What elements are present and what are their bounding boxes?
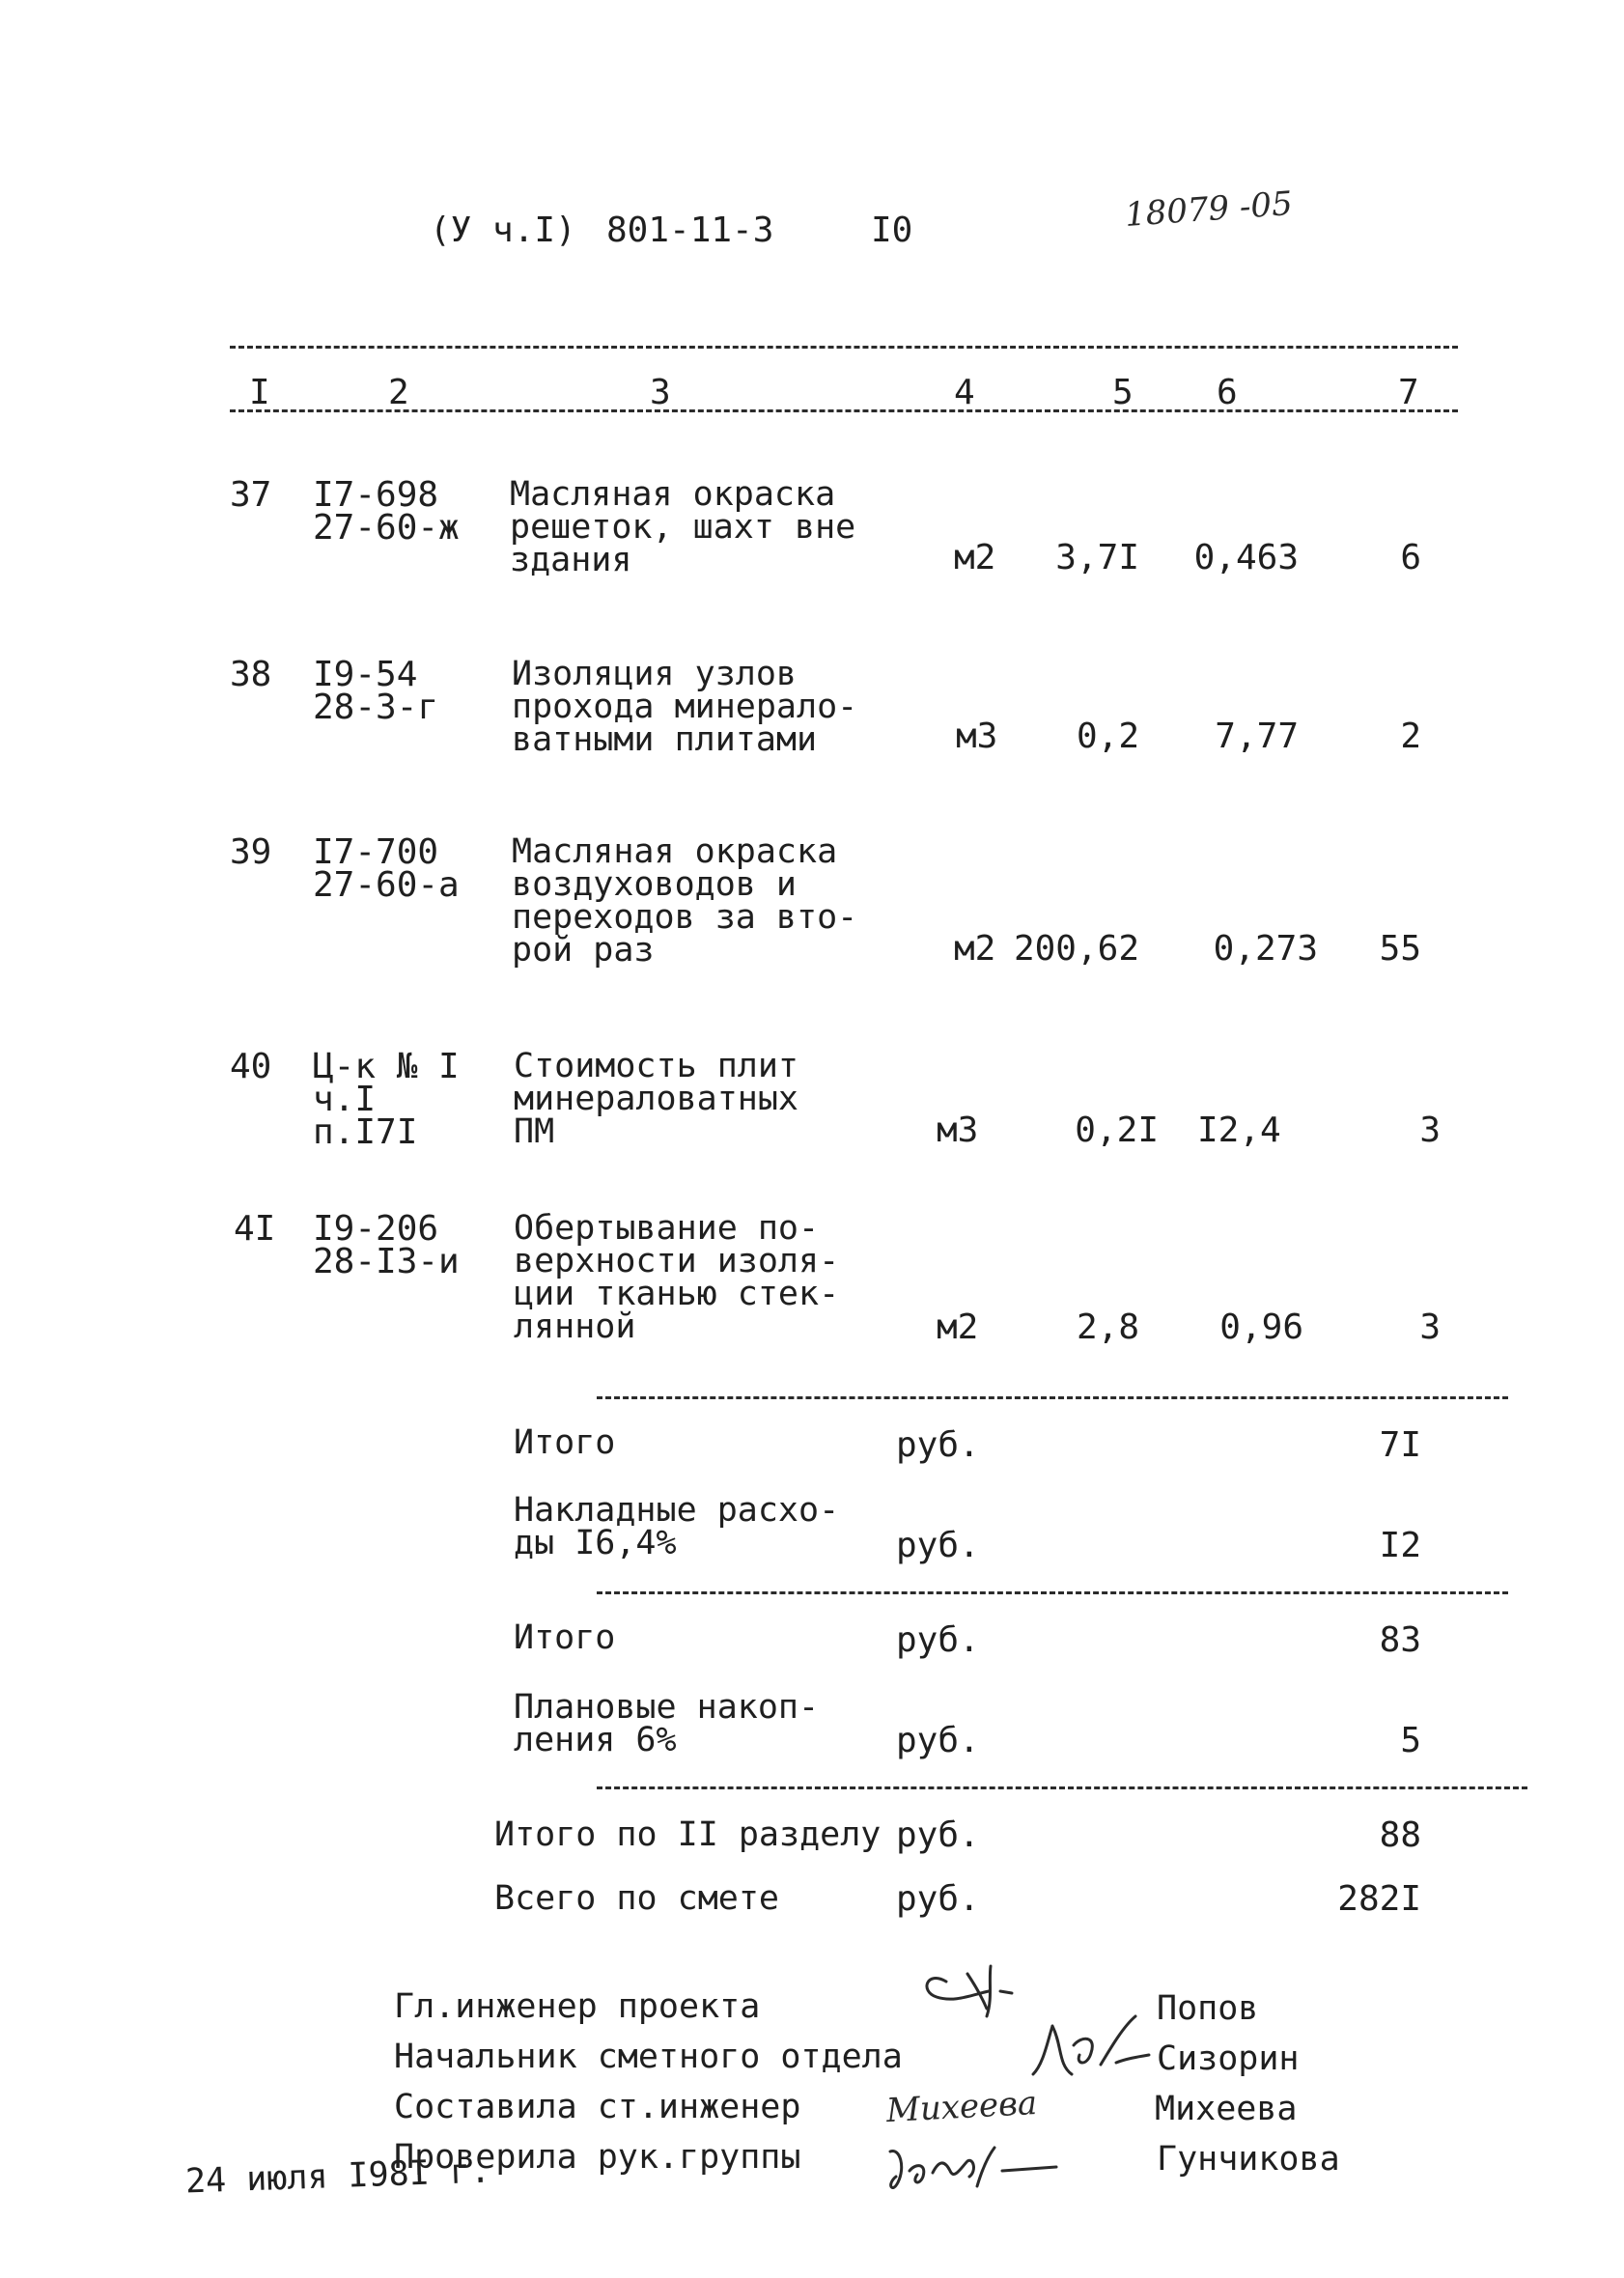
row-code: I9-206 bbox=[313, 1209, 439, 1249]
row-code: ч.I bbox=[313, 1080, 377, 1119]
summary-unit: руб. bbox=[896, 1526, 980, 1565]
summary-label: ления 6% bbox=[514, 1721, 677, 1759]
summary-unit: руб. bbox=[896, 1879, 980, 1919]
signature-role: Гл.инженер проекта bbox=[394, 1987, 761, 2026]
row-code: п.I7I bbox=[313, 1112, 418, 1152]
row-description: лянной bbox=[514, 1308, 636, 1346]
row-total: 3 bbox=[1419, 1308, 1441, 1347]
row-code: 27-60-а bbox=[313, 865, 460, 905]
row-description: решеток, шахт вне bbox=[510, 508, 856, 547]
summary-total: 5 bbox=[1400, 1721, 1421, 1760]
row-number: 39 bbox=[230, 832, 272, 872]
column-number-3: 3 bbox=[650, 373, 671, 412]
row-unit: м2 bbox=[937, 1308, 979, 1347]
row-unit-price: I2,4 bbox=[1197, 1111, 1281, 1150]
row-code: 28-I3-и bbox=[313, 1242, 460, 1281]
signature-name: Сизорин bbox=[1157, 2039, 1300, 2078]
row-description: прохода минерало- bbox=[512, 688, 858, 726]
row-number: 40 bbox=[230, 1047, 272, 1086]
row-unit-price: 7,77 bbox=[1215, 717, 1299, 756]
row-quantity: 0,2 bbox=[1076, 717, 1139, 756]
column-number-5: 5 bbox=[1112, 373, 1134, 412]
row-description: Масляная окраска bbox=[510, 475, 836, 514]
column-number-4: 4 bbox=[954, 373, 975, 412]
summary-rule bbox=[597, 1591, 1508, 1594]
header-rule-top bbox=[230, 346, 1458, 349]
summary-label: Итого по II разделу bbox=[494, 1815, 882, 1854]
header-rule-bottom bbox=[230, 409, 1458, 412]
row-unit-price: 0,463 bbox=[1193, 538, 1299, 577]
row-description: переходов за вто- bbox=[512, 898, 858, 937]
row-description: Стоимость плит bbox=[514, 1047, 799, 1085]
row-code: I9-54 bbox=[313, 655, 418, 694]
row-unit-price: 0,273 bbox=[1213, 929, 1318, 969]
row-code: I7-698 bbox=[313, 475, 439, 515]
document-date: 24 июля I98I г. bbox=[184, 2151, 491, 2202]
summary-label: Накладные расхо- bbox=[514, 1491, 840, 1530]
column-number-7: 7 bbox=[1398, 373, 1419, 412]
signature-role: Начальник сметного отдела bbox=[394, 2038, 903, 2076]
row-description: Обертывание по- bbox=[514, 1209, 820, 1248]
header-code: 801-11-3 bbox=[606, 211, 774, 250]
row-description: верхности изоля- bbox=[514, 1242, 840, 1280]
row-number: 38 bbox=[230, 655, 272, 694]
signature-name: Гунчикова bbox=[1157, 2140, 1340, 2179]
summary-unit: руб. bbox=[896, 1620, 980, 1660]
signature-name: Попов bbox=[1157, 1989, 1259, 2028]
row-unit: м3 bbox=[937, 1111, 979, 1150]
row-description: ватными плитами bbox=[512, 720, 818, 759]
column-number-6: 6 bbox=[1217, 373, 1238, 412]
row-description: минераловатных bbox=[514, 1080, 799, 1118]
row-total: 55 bbox=[1379, 929, 1421, 969]
summary-total: 282I bbox=[1337, 1879, 1421, 1919]
summary-label: Итого bbox=[514, 1423, 616, 1462]
row-description: ции тканью стек- bbox=[514, 1275, 840, 1313]
row-description: здания bbox=[510, 541, 632, 579]
summary-total: 88 bbox=[1379, 1815, 1421, 1855]
summary-label: ды I6,4% bbox=[514, 1524, 677, 1562]
summary-total: I2 bbox=[1379, 1526, 1421, 1565]
row-quantity: 0,2I bbox=[1075, 1111, 1159, 1150]
summary-rule bbox=[597, 1786, 1527, 1789]
summary-unit: руб. bbox=[896, 1721, 980, 1760]
header-page-number: I0 bbox=[871, 211, 913, 250]
row-total: 3 bbox=[1419, 1111, 1441, 1150]
row-unit: м2 bbox=[954, 929, 996, 969]
row-quantity: 200,62 bbox=[1013, 929, 1139, 969]
row-unit: м2 bbox=[954, 538, 996, 577]
header-ref: (У ч.I) bbox=[430, 211, 576, 250]
row-total: 2 bbox=[1400, 717, 1421, 756]
archive-number-handwritten: 18079 -05 bbox=[1123, 183, 1294, 236]
row-code: 27-60-ж bbox=[313, 508, 460, 548]
signature-role: Составила ст.инженер bbox=[394, 2088, 801, 2126]
summary-label: Итого bbox=[514, 1618, 616, 1657]
row-total: 6 bbox=[1400, 538, 1421, 577]
row-code: Ц-к № I bbox=[313, 1047, 460, 1086]
summary-total: 83 bbox=[1379, 1620, 1421, 1660]
row-description: Изоляция узлов bbox=[512, 655, 798, 693]
row-number: 4I bbox=[234, 1209, 276, 1249]
signature-gunchikova-handwritten bbox=[877, 2138, 1089, 2200]
summary-rule bbox=[597, 1396, 1508, 1399]
row-code: 28-3-г bbox=[313, 688, 439, 727]
row-description: ПМ bbox=[514, 1112, 555, 1151]
summary-label: Всего по смете bbox=[494, 1879, 780, 1918]
summary-label: Плановые накоп- bbox=[514, 1688, 820, 1727]
row-description: рой раз bbox=[512, 931, 655, 970]
summary-unit: руб. bbox=[896, 1815, 980, 1855]
summary-total: 7I bbox=[1379, 1425, 1421, 1465]
row-quantity: 2,8 bbox=[1076, 1308, 1139, 1347]
row-code: I7-700 bbox=[313, 832, 439, 872]
row-number: 37 bbox=[230, 475, 272, 515]
signature-role: Проверила рук.группы bbox=[394, 2138, 801, 2177]
signature-mikheeva-handwritten: Михеева bbox=[885, 2083, 1039, 2131]
row-description: воздуховодов и bbox=[512, 865, 798, 904]
summary-unit: руб. bbox=[896, 1425, 980, 1465]
row-unit-price: 0,96 bbox=[1219, 1308, 1303, 1347]
signature-sizorin-handwritten bbox=[1023, 2007, 1159, 2094]
column-number-1: I bbox=[249, 373, 270, 412]
row-quantity: 3,7I bbox=[1055, 538, 1139, 577]
row-unit: м3 bbox=[956, 717, 998, 756]
signature-name: Михеева bbox=[1155, 2090, 1298, 2128]
column-number-2: 2 bbox=[388, 373, 409, 412]
row-description: Масляная окраска bbox=[512, 832, 838, 871]
